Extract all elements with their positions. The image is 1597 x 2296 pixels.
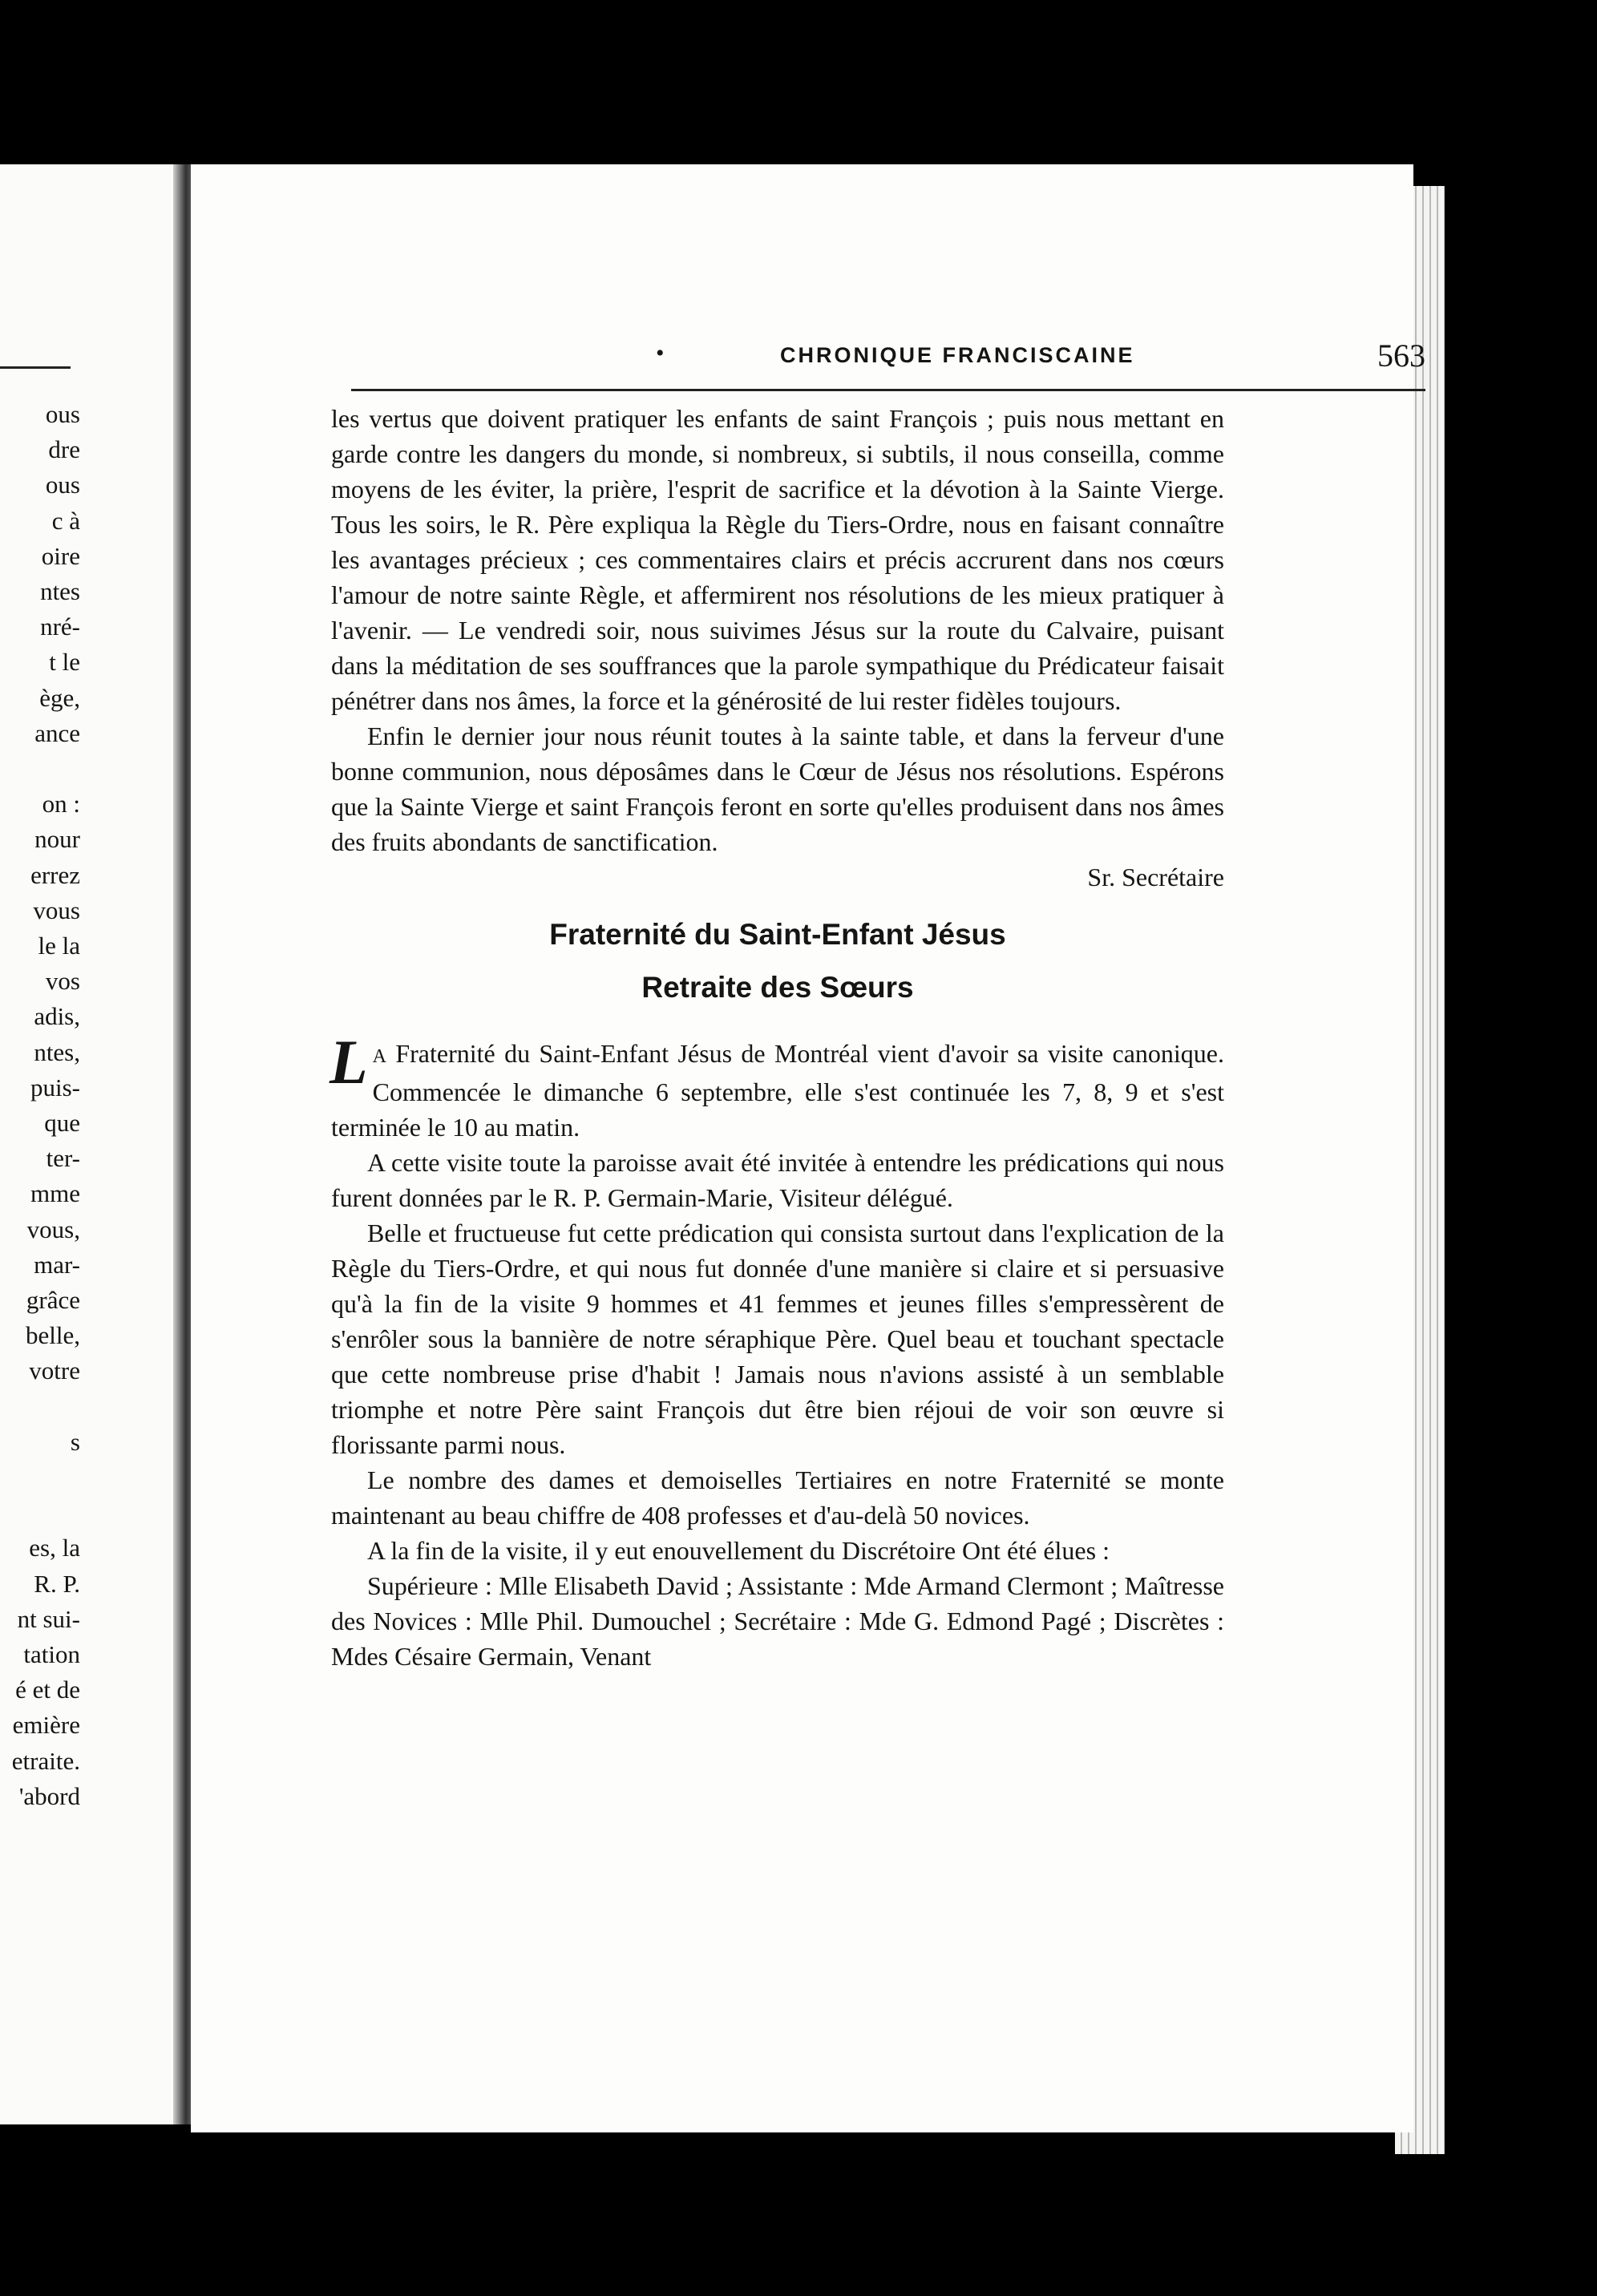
line-gap [0,1389,80,1425]
left-header-rule [0,366,71,369]
drop-cap: L [330,1027,368,1097]
paragraph: Supérieure : Mlle Elisabeth David ; Assistante : Mde Armand Clermont ; Maîtresse des Novices : Mlle Phil. Dumouchel ; Secrétaire : Mde G. Edmond Pagé ; Discrètes : Mdes Césaire Germain, Venant [331,1571,1224,1671]
page [191,164,1425,2132]
paragraph: A la fin de la visite, il y eut enouvellement du Discrétoire Ont été élues : [367,1536,1110,1565]
running-head [351,337,1425,377]
paragraph: Enfin le dernier jour nous réunit toutes à la sainte table, et dans la ferveur d'une bonne communion, nous déposâmes dans le Cœur de Jésus nos résolutions. Espérons que la Sainte Vierge et saint François feront en sorte qu'elles produisent dans nos âmes des fruits abondants de sanctification. [331,722,1224,856]
left-page-line: adis, [34,1002,80,1031]
left-page-line: mar- [34,1250,80,1279]
left-page-line: errez [30,860,80,889]
left-page-line: oire [41,541,80,570]
left-page-line: mme [30,1179,80,1208]
paragraph [330,1027,1224,1145]
paragraph: les vertus que doivent pratiquer les enfants de saint François ; puis nous mettant en garde contre les dangers du monde, si nombreux, si subtils, il nous conseilla, comme moyens de les éviter, la prière, l'esprit de sacrifice et la dévotion à la Sainte Vierge. Tous les soirs, le R. Père expliqua la Règle du Tiers-Ordre, nous en faisant connaître les avantages précieux ; ces commentaires clairs et précis accrurent dans nos cœurs l'amour de notre sainte Règle, et affermirent nos résolutions de les mieux pratiquer à l'avenir. — Le vendredi soir, nous suivimes Jésus sur la route du Calvaire, puisant dans la méditation de ses souffrances que la parole sympathique du Prédicateur faisait pénétrer dans nos âmes, la force et la générosité de lui rester fidèles toujours. [331,404,1224,715]
left-page-line: é et de [15,1676,80,1704]
page-body [331,401,1224,1674]
left-page-line: es, la [29,1534,80,1562]
left-page-line: que [44,1109,80,1138]
left-page-line: nré- [40,612,80,641]
left-page-line: nt sui- [17,1604,80,1633]
running-title: CHRONIQUE FRANCISCAINE [780,343,1135,367]
left-page-line: belle, [26,1321,80,1350]
left-page-line: etraite. [11,1746,80,1775]
left-page-line: dre [48,435,80,464]
left-page-line: nour [34,825,80,854]
left-page-line: vos [45,967,80,996]
paragraph: Belle et fructueuse fut cette prédication qui consista surtout dans l'explication de la Règle du Tiers-Ordre, et qui nous fut donnée d'une manière si claire et si persuasive qu'à la fin de la visite 9 hommes et 41 femmes et jeunes filles s'empressèrent de s'enrôler sous la bannière de notre séraphique Père. Quel beau et touchant spectacle que cette nombreuse prise d'habit ! Jamais nous n'avions assisté à un semblable triomphe et notre Père saint François dut être bien réjoui de voir son œuvre si florissante parmi nous. [331,1219,1224,1459]
left-page-line: t le [49,648,80,677]
header-rule [351,389,1425,391]
left-page-line: tation [23,1640,80,1669]
left-page-line: R. P. [34,1569,80,1598]
left-page-line: on : [42,790,80,819]
left-page-line: ance [34,718,80,747]
section-subtitle: Retraite des Sœurs [641,971,914,1004]
left-page-line: ous [45,471,80,499]
header-mark: • [656,340,665,366]
left-page-line: vous, [26,1215,80,1243]
left-page-line: ter- [46,1144,80,1173]
left-page-line: le la [38,932,80,960]
left-page-line: puis- [30,1073,80,1102]
section-title: Fraternité du Saint-Enfant Jésus [549,918,1006,951]
left-facing-page [0,164,186,2124]
left-page-text [0,397,80,1814]
paragraph: Le nombre des dames et demoiselles Tertiaires en notre Fraternité se monte maintenant au beau chiffre de 408 professes et d'au-delà 50 novices. [331,1465,1224,1530]
left-page-line: ous [45,400,80,428]
left-page-line: ntes [40,577,80,606]
left-page-line: 'abord [18,1781,80,1810]
left-page-line: ège, [39,683,80,712]
left-page-line: votre [29,1356,80,1385]
left-page-line: vous [33,895,80,924]
small-cap: A [372,1046,386,1067]
line-gap [0,1460,80,1530]
left-page-line: emière [12,1711,80,1740]
left-page-line: grâce [26,1286,80,1315]
paragraph: A cette visite toute la paroisse avait été invitée à entendre les prédications qui nous furent données par le R. P. Germain-Marie, Visiteur délégué. [331,1148,1224,1212]
signature: Sr. Secrétaire [1087,863,1224,891]
line-gap [0,751,80,786]
left-page-line: ntes, [34,1037,80,1066]
left-page-line: c à [51,506,80,535]
left-page-line: s [70,1427,80,1456]
paragraph-text: Fraternité du Saint-Enfant Jésus de Montréal vient d'avoir sa visite canonique. Commencée le dimanche 6 septembre, elle s'est continuée les 7, 8, 9 et s'est terminée le 10 au matin. [331,1039,1224,1142]
page-number: 563 [1377,338,1425,374]
